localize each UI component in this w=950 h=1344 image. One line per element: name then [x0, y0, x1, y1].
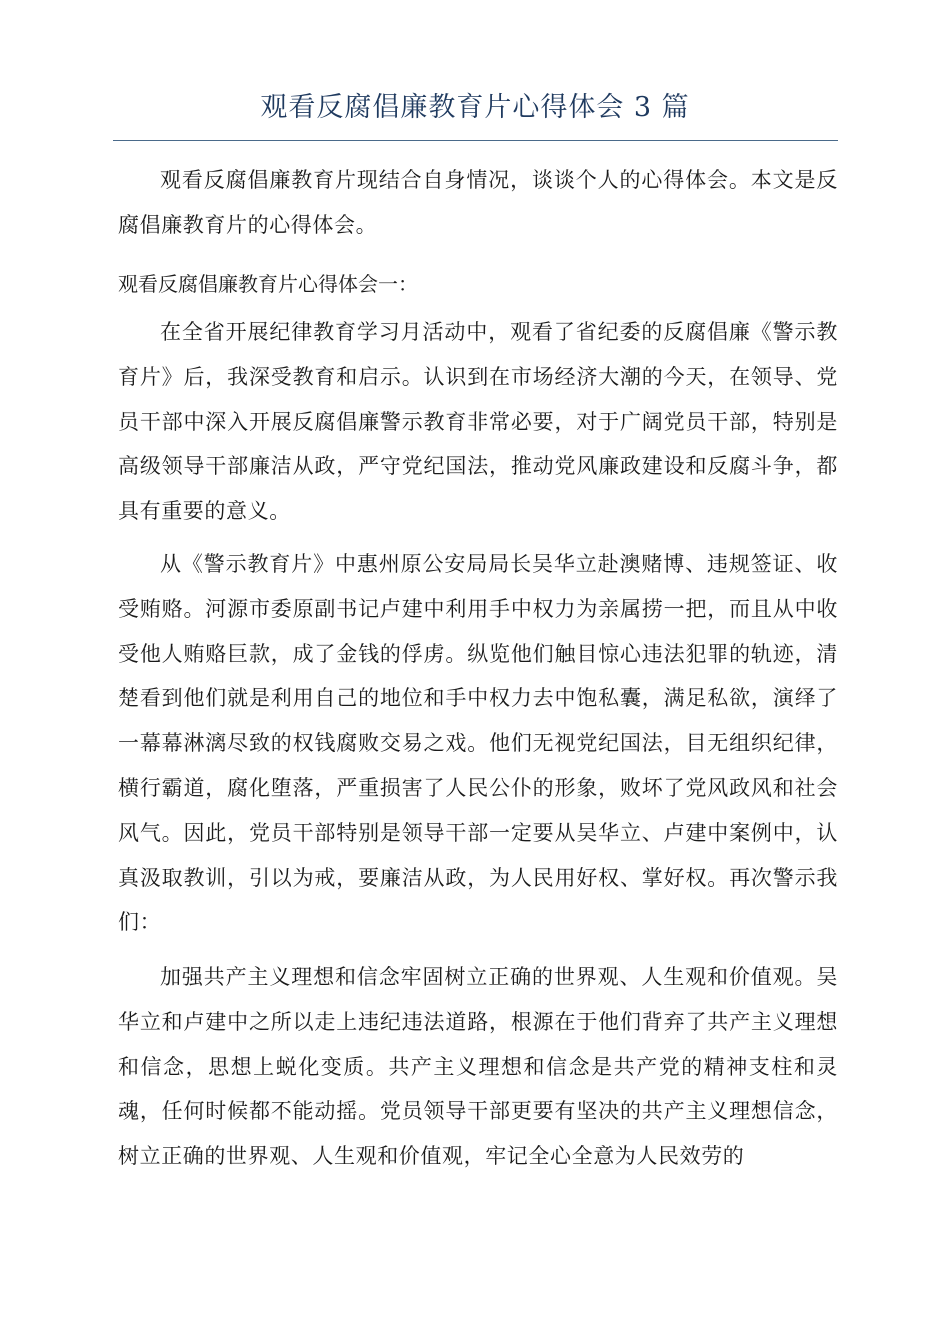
body-paragraph-1: 在全省开展纪律教育学习月活动中，观看了省纪委的反腐倡廉《警示教育片》后，我深受教育和启示。认识到在市场经济大潮的今天，在领导、党员干部中深入开展反腐倡廉警示教育非常必要，对于广阔党员干部，特别是高级领导干部廉洁从政，严守党纪国法，推动党风廉政建设和反腐斗争，都具有重要的意义。 [118, 320, 838, 524]
body-paragraph-3: 加强共产主义理想和信念牢固树立正确的世界观、人生观和价值观。吴华立和卢建中之所以走上违纪违法道路，根源在于他们背弃了共产主义理想和信念，思想上蜕化变质。共产主义理想和信念是共产党的精神支柱和灵魂，任何时候都不能动摇。党员领导干部更要有坚决的共产主义理想信念，树立正确的世界观、人生观和价值观，牢记全心全意为人民效劳的 [118, 965, 838, 1169]
title-divider [113, 140, 838, 141]
section-heading: 观看反腐倡廉教育片心得体会一： [118, 272, 418, 296]
body-paragraph-2: 从《警示教育片》中惠州原公安局局长吴华立赴澳赌博、违规签证、收受贿赂。河源市委原副书记卢建中利用手中权力为亲属捞一把，而且从中收受他人贿赂巨款，成了金钱的俘虏。纵览他们触目惊心违法犯罪的轨迹，清楚看到他们就是利用自己的地位和手中权力去中饱私囊，满足私欲，演绎了一幕幕淋漓尽致的权钱腐败交易之戏。他们无视党纪国法，目无组织纪律，横行霸道，腐化堕落，严重损害了人民公仆的形象，败坏了党风政风和社会风气。因此，党员干部特别是领导干部一定要从吴华立、卢建中案例中，认真汲取教训，引以为戒，要廉洁从政，为人民用好权、掌好权。再次警示我们： [118, 552, 838, 935]
intro-paragraph: 观看反腐倡廉教育片现结合自身情况，谈谈个人的心得体会。本文是反腐倡廉教育片的心得体会。 [118, 168, 838, 237]
document-title: 观看反腐倡廉教育片心得体会 3 篇 [260, 92, 690, 123]
